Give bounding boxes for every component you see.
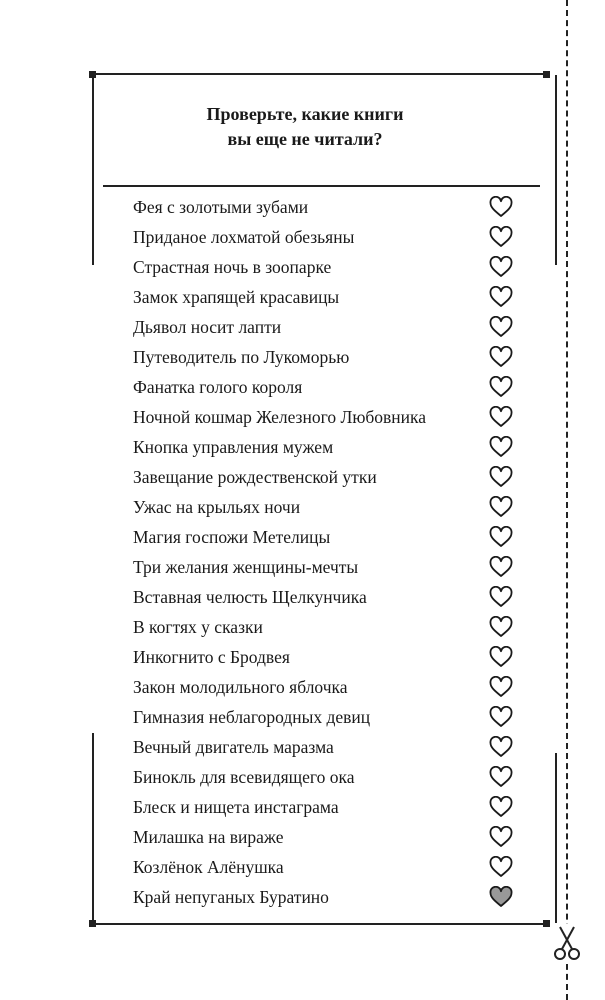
heart-icon[interactable] — [489, 766, 513, 788]
heart-icon[interactable] — [489, 226, 513, 248]
heart-icon[interactable] — [489, 676, 513, 698]
page-title-line-1: Проверьте, какие книги — [206, 104, 404, 124]
book-item-22 — [133, 822, 523, 852]
heart-icon[interactable] — [489, 856, 513, 878]
heart-icon[interactable] — [489, 526, 513, 548]
heart-icon[interactable] — [489, 406, 513, 428]
book-title: Блеск и нищета инстаграма — [133, 797, 339, 817]
heart-icon[interactable] — [489, 706, 513, 728]
frame-corner-bottom-left — [89, 920, 96, 927]
book-item-19 — [133, 732, 523, 762]
heart-icon[interactable] — [489, 286, 513, 308]
heart-icon[interactable] — [489, 496, 513, 518]
book-title: Милашка на вираже — [133, 827, 284, 847]
book-title: В когтях у сказки — [133, 617, 263, 637]
book-item-09 — [133, 432, 523, 462]
book-title: Завещание рождественской утки — [133, 467, 377, 487]
frame-top-border — [95, 73, 547, 75]
book-item-03 — [133, 252, 523, 282]
book-title: Дьявол носит лапти — [133, 317, 282, 337]
book-item-04 — [133, 282, 523, 312]
book-title: Край непуганых Буратино — [133, 887, 329, 907]
page-title-line-2: вы еще не читали? — [227, 129, 383, 149]
book-list — [133, 192, 523, 912]
frame-left-lower-border — [92, 733, 94, 923]
book-item-08 — [133, 402, 523, 432]
heart-icon[interactable] — [489, 316, 513, 338]
book-item-10 — [133, 462, 523, 492]
frame-bottom-border — [95, 923, 547, 925]
book-item-11 — [133, 492, 523, 522]
heart-icon[interactable] — [489, 886, 513, 908]
frame-corner-top-left — [89, 71, 96, 78]
book-title: Бинокль для всевидящего ока — [133, 767, 355, 787]
book-item-23 — [133, 852, 523, 882]
book-item-24 — [133, 882, 523, 912]
book-item-21 — [133, 792, 523, 822]
book-item-15 — [133, 612, 523, 642]
book-item-13 — [133, 552, 523, 582]
book-item-16 — [133, 642, 523, 672]
heart-icon[interactable] — [489, 556, 513, 578]
book-title: Три желания женщины-мечты — [133, 557, 359, 577]
scissors-icon — [552, 924, 582, 964]
book-title: Замок храпящей красавицы — [133, 287, 340, 307]
book-item-07 — [133, 372, 523, 402]
cut-line — [566, 0, 568, 1000]
book-item-06 — [133, 342, 523, 372]
book-title: Ужас на крыльях ночи — [133, 497, 301, 517]
heart-icon[interactable] — [489, 466, 513, 488]
heart-icon[interactable] — [489, 436, 513, 458]
heart-icon[interactable] — [489, 586, 513, 608]
book-title: Вечный двигатель маразма — [133, 737, 334, 757]
heart-icon[interactable] — [489, 826, 513, 848]
book-title: Вставная челюсть Щелкунчика — [133, 587, 367, 607]
book-item-18 — [133, 702, 523, 732]
frame-left-upper-border — [92, 75, 94, 265]
book-title: Магия госпожи Метелицы — [133, 527, 331, 547]
book-item-02 — [133, 222, 523, 252]
book-title: Приданое лохматой обезьяны — [133, 227, 355, 247]
book-title: Гимназия неблагородных девиц — [133, 707, 371, 727]
heart-icon[interactable] — [489, 256, 513, 278]
book-title: Ночной кошмар Железного Любовника — [133, 407, 427, 427]
book-title: Фанатка голого короля — [133, 377, 303, 397]
book-item-01 — [133, 192, 523, 222]
heart-icon[interactable] — [489, 736, 513, 758]
heart-icon[interactable] — [489, 646, 513, 668]
title-divider — [103, 185, 540, 187]
book-item-12 — [133, 522, 523, 552]
book-title: Козлёнок Алёнушка — [133, 857, 284, 877]
frame-right-upper-border — [555, 75, 557, 265]
frame-corner-top-right — [543, 71, 550, 78]
heart-icon[interactable] — [489, 796, 513, 818]
book-title: Закон молодильного яблочка — [133, 677, 348, 697]
frame-right-lower-border — [555, 753, 557, 923]
book-title: Фея с золотыми зубами — [133, 197, 309, 217]
heart-icon[interactable] — [489, 376, 513, 398]
heart-icon[interactable] — [489, 346, 513, 368]
book-title: Путеводитель по Лукоморью — [133, 347, 350, 367]
frame-corner-bottom-right — [543, 920, 550, 927]
book-item-14 — [133, 582, 523, 612]
book-title: Кнопка управления мужем — [133, 437, 334, 457]
heart-icon[interactable] — [489, 196, 513, 218]
heart-icon[interactable] — [489, 616, 513, 638]
book-item-20 — [133, 762, 523, 792]
page-title — [150, 102, 460, 152]
book-title: Страстная ночь в зоопарке — [133, 257, 332, 277]
book-item-17 — [133, 672, 523, 702]
book-item-05 — [133, 312, 523, 342]
book-title: Инкогнито с Бродвея — [133, 647, 290, 667]
